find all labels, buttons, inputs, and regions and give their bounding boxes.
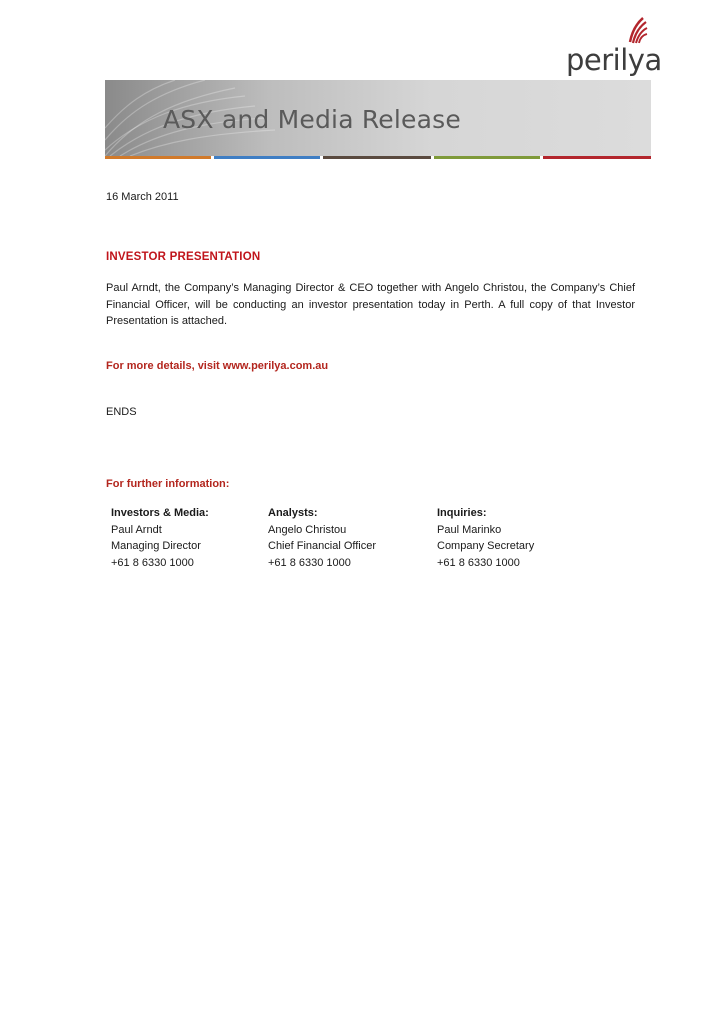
contact-heading: Investors & Media: bbox=[111, 507, 209, 519]
contact-inquiries bbox=[437, 505, 534, 571]
release-banner bbox=[105, 80, 651, 156]
contact-heading: Inquiries: bbox=[437, 507, 487, 519]
contact-phone: +61 8 6330 1000 bbox=[268, 556, 351, 569]
divider-bar-blue bbox=[214, 156, 320, 159]
release-heading: INVESTOR PRESENTATION bbox=[106, 251, 261, 263]
logo-wordmark: perilya bbox=[566, 43, 662, 77]
divider-bar-green bbox=[434, 156, 540, 159]
contact-name: Paul Arndt bbox=[111, 523, 162, 536]
contact-title: Managing Director bbox=[111, 540, 201, 552]
contact-analysts bbox=[268, 505, 376, 571]
contact-title: Chief Financial Officer bbox=[268, 540, 377, 552]
divider-bar-red bbox=[543, 156, 651, 159]
company-logo bbox=[566, 14, 662, 77]
contact-name: Angelo Christou bbox=[268, 523, 347, 536]
contact-heading: Analysts: bbox=[268, 507, 318, 519]
further-info-label: For further information: bbox=[106, 478, 230, 490]
banner-title: ASX and Media Release bbox=[163, 105, 461, 134]
divider-bar-brown bbox=[323, 156, 431, 159]
wing-icon bbox=[626, 16, 648, 44]
contact-phone: +61 8 6330 1000 bbox=[111, 556, 194, 569]
contact-title: Company Secretary bbox=[437, 540, 535, 552]
contact-name: Paul Marinko bbox=[437, 523, 502, 536]
release-date: 16 March 2011 bbox=[106, 191, 179, 203]
divider-bar-orange bbox=[105, 156, 211, 159]
contact-investors-media bbox=[111, 505, 209, 571]
ends-marker: ENDS bbox=[106, 406, 137, 418]
contact-phone: +61 8 6330 1000 bbox=[437, 556, 520, 569]
website-link-text[interactable]: For more details, visit www.perilya.com.au bbox=[106, 360, 329, 372]
release-body: Paul Arndt, the Company’s Managing Director & CEO together with Angelo Christou, the Company’s Chief Financial Officer, will be conducting an investor presentation today in Perth. A full copy of that Investor Presentation is attached. bbox=[106, 282, 635, 327]
